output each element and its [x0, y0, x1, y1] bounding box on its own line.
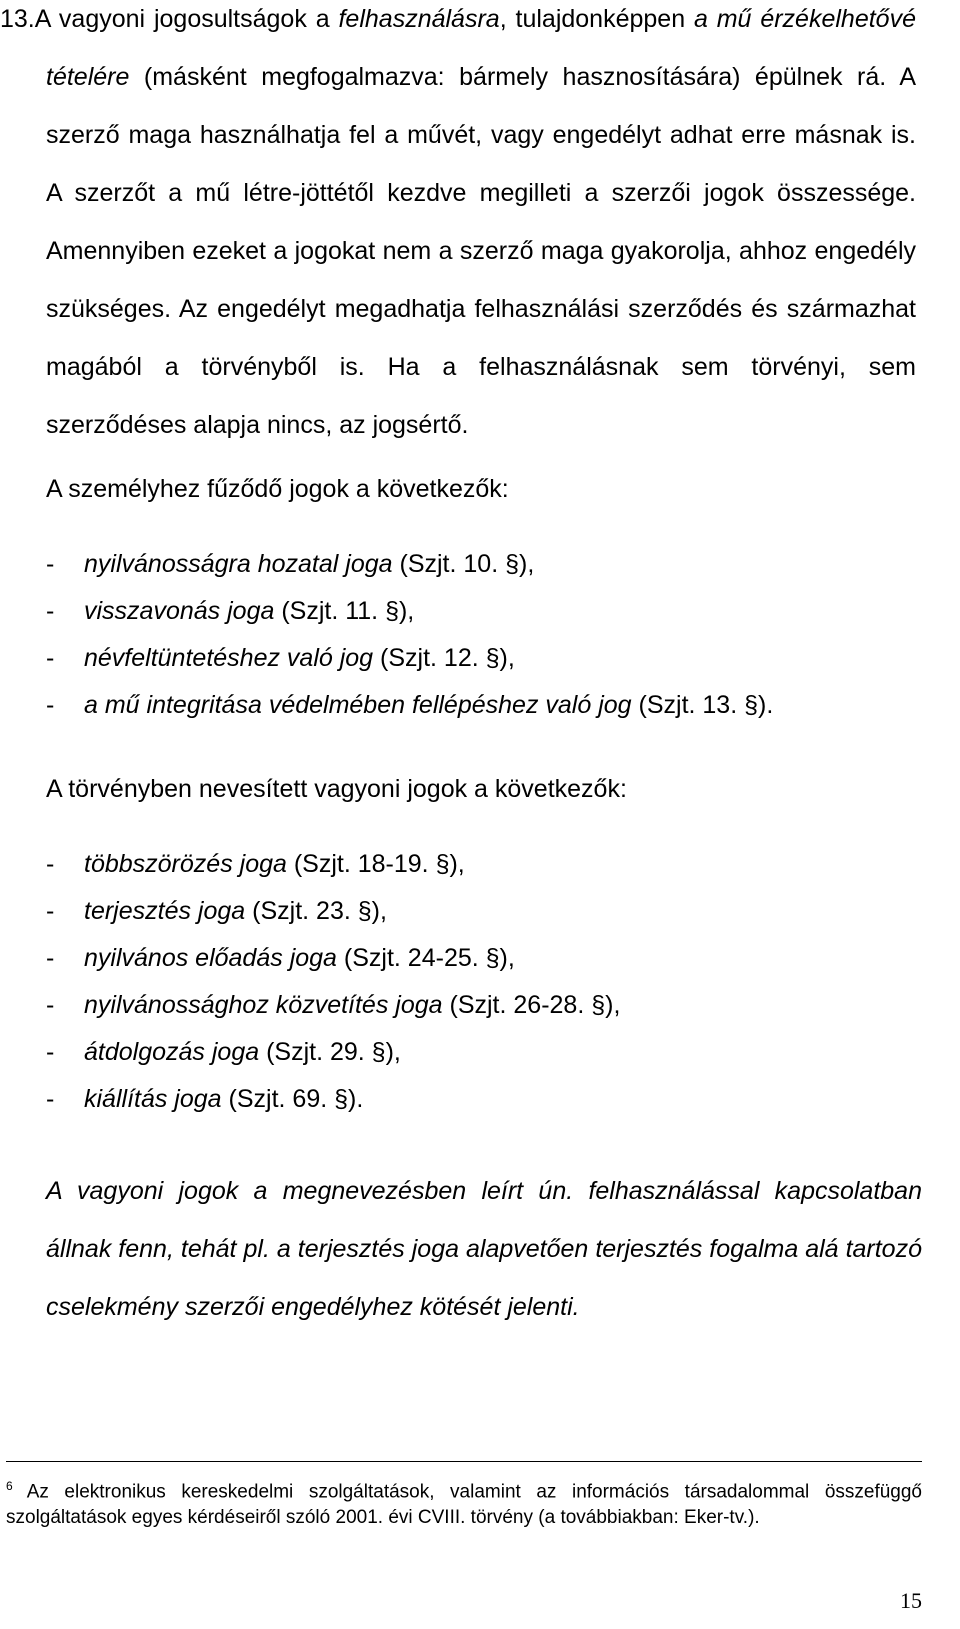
statute-reference: (Szjt. 10. §), [392, 550, 535, 578]
list-item [46, 888, 620, 935]
right-name: kiállítás joga [84, 1085, 222, 1113]
statute-reference: (Szjt. 18-19. §), [286, 850, 465, 878]
footnote-text: Az elektronikus kereskedelmi szolgáltatások, valamint az információs társadalommal összefüggő szolgáltatások egyes kérdéseiről szóló 2001. évi CVIII. törvény (a továbbiakban: Eker-tv.). [6, 1481, 922, 1529]
page-number: 15 [900, 1588, 922, 1613]
personal-rights-list [46, 541, 773, 729]
list-item [46, 1029, 620, 1076]
right-name: a mű integritása védelmében fellépéshez való jog [84, 691, 632, 719]
list-item [46, 841, 620, 888]
statute-reference: (Szjt. 11. §), [274, 597, 415, 625]
right-name: átdolgozás joga [84, 1038, 260, 1066]
list-item [46, 635, 773, 682]
list-item [46, 588, 773, 635]
list-item [46, 935, 620, 982]
statute-reference: (Szjt. 13. §). [631, 691, 774, 719]
right-name: nyilvános előadás joga [84, 944, 337, 972]
list-dash: - [46, 644, 55, 672]
paragraph-usage-rights [0, 0, 916, 454]
footnote [6, 1473, 922, 1531]
list-dash: - [46, 550, 55, 578]
list-item [46, 982, 620, 1029]
right-name: nyilvánosságra hozatal joga [84, 550, 393, 578]
paragraph-number: 13. [0, 5, 35, 33]
list-dash: - [46, 691, 55, 719]
list-item [46, 682, 773, 729]
list-item [46, 1076, 620, 1123]
right-name: névfeltüntetéshez való jog [84, 644, 374, 672]
final-paragraph: A vagyoni jogok a megnevezésben leírt ún. felhasználással kapcsolatban állnak fenn, tehát pl. a terjesztés joga alapvetően terjesztés fogalma alá tartozó cselekmény szerzői engedélyhez kötését jelenti. [46, 1177, 922, 1321]
paragraph-emphasis: a mű érzékelhetővé tételére [46, 5, 916, 91]
footnote-marker: 6 [6, 1479, 13, 1493]
list-dash: - [46, 597, 55, 625]
paragraph-text: , tulajdonképpen [499, 5, 694, 33]
statute-reference: (Szjt. 69. §). [221, 1085, 364, 1113]
list-dash: - [46, 850, 55, 878]
list-item [46, 541, 773, 588]
list-dash: - [46, 897, 55, 925]
footnote-divider [6, 1461, 922, 1462]
property-rights-heading: A törvényben nevesített vagyoni jogok a következők: [46, 775, 627, 803]
personal-rights-heading: A személyhez fűződő jogok a következők: [46, 475, 509, 503]
statute-reference: (Szjt. 24-25. §), [336, 944, 515, 972]
list-dash: - [46, 944, 55, 972]
list-dash: - [46, 1085, 55, 1113]
paragraph-emphasis: felhasználásra [338, 5, 500, 33]
paragraph-text: (másként megfogalmazva: bármely hasznosítására) épülnek rá. A szerző maga használhatja fel a művét, vagy engedélyt adhat erre másnak is. A szerzőt a mű létre-jöttétől kezdve megilleti a szerzői jogok összessége. Amennyiben ezeket a jogokat nem a szerző maga gyakorolja, ahhoz engedély szükséges. Az engedélyt megadhatja felhasználási szerződés és származhat magából a törvényből is. Ha a felhasználásnak sem törvényi, sem szerződéses alapja nincs, az jogsértő. [46, 63, 916, 439]
statute-reference: (Szjt. 23. §), [245, 897, 387, 925]
list-dash: - [46, 991, 55, 1019]
statute-reference: (Szjt. 29. §), [259, 1038, 401, 1066]
statute-reference: (Szjt. 12. §), [373, 644, 515, 672]
right-name: nyilvánossághoz közvetítés joga [84, 991, 443, 1019]
right-name: visszavonás joga [84, 597, 275, 625]
paragraph-text: A vagyoni jogosultságok a [34, 5, 339, 33]
list-dash: - [46, 1038, 55, 1066]
property-rights-list [46, 841, 620, 1123]
statute-reference: (Szjt. 26-28. §), [442, 991, 621, 1019]
right-name: terjesztés joga [84, 897, 246, 925]
right-name: többszörözés joga [84, 850, 287, 878]
